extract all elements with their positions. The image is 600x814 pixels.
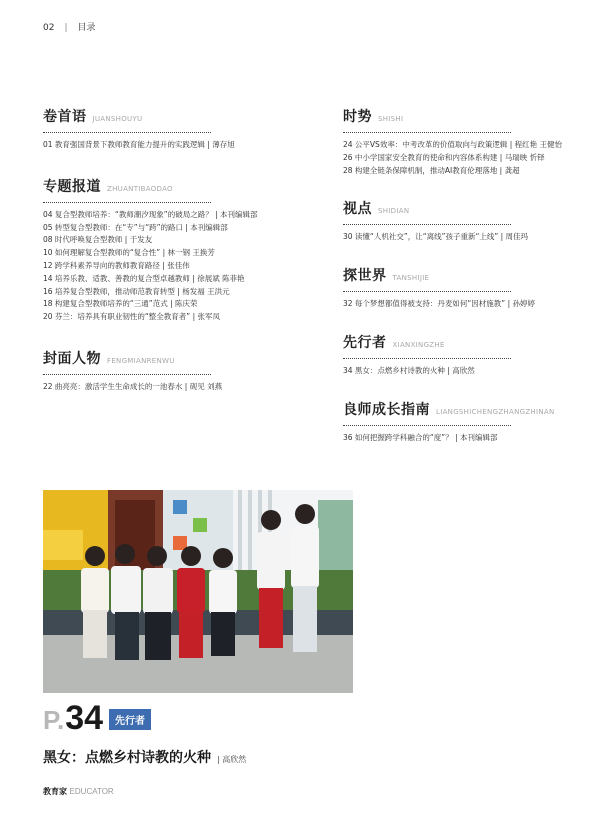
section-xianxingzhe bbox=[343, 332, 573, 378]
section-title-en: ZHUANTIBAODAO bbox=[107, 184, 173, 193]
section-title: 时势 bbox=[343, 109, 372, 125]
section-zhuantibaodao bbox=[43, 176, 293, 324]
section-title-en: XIANXINGZHE bbox=[392, 340, 445, 349]
section-divider bbox=[43, 132, 211, 133]
toc-left-column bbox=[43, 106, 293, 394]
section-divider bbox=[343, 224, 511, 225]
section-title: 先行者 bbox=[343, 334, 387, 351]
section-title: 探世界 bbox=[343, 268, 387, 285]
section-liangshi bbox=[343, 399, 573, 445]
section-title-en: SHISHI bbox=[378, 115, 404, 123]
feature-title[interactable]: 黑女：点燃乡村诗教的火种 bbox=[43, 750, 211, 766]
section-title: 良师成长指南 bbox=[343, 401, 430, 418]
column-badge: 先行者 bbox=[109, 709, 151, 730]
toc-entry[interactable]: 01 教育强国背景下教师教育能力提升的实践逻辑 | 薄存旭 bbox=[43, 140, 235, 149]
feature-page-number: 34 bbox=[65, 699, 104, 737]
section-divider bbox=[343, 291, 511, 292]
section-divider bbox=[43, 374, 211, 375]
toc-entry[interactable]: 05 转型复合型教师：在“专”与“跨”的路口 | 本刊编辑部 bbox=[43, 222, 228, 232]
toc-entry[interactable]: 20 芬兰：培养具有职业韧性的“整全教育者” | 张军凤 bbox=[43, 312, 220, 322]
section-title-en: FENGMIANRENWU bbox=[107, 356, 175, 365]
toc-entry[interactable]: 10 如何理解复合型教师的“复合性” | 林一钢 王换芳 bbox=[43, 248, 215, 258]
toc-entry[interactable]: 14 培养乐教、适教、善教的复合型卓越教师 | 徐展斌 陈菲艳 bbox=[43, 273, 245, 283]
toc-entry[interactable]: 12 跨学科素养导向的教师教育路径 | 张佳伟 bbox=[43, 260, 190, 270]
toc-entry[interactable]: 22 曲亮亮：激活学生生命成长的一池春水 | 砚见 刘燕 bbox=[43, 381, 223, 391]
feature-author: | 高欣然 bbox=[217, 755, 247, 764]
section-divider bbox=[343, 425, 511, 426]
section-title-en: JUANSHOUYU bbox=[92, 115, 143, 123]
toc-right-column bbox=[343, 106, 573, 445]
toc-entry[interactable]: 16 培养复合型教师，推动师范教育转型 | 杨发福 王洪元 bbox=[43, 286, 230, 296]
section-shishi bbox=[343, 106, 573, 177]
toc-entry[interactable]: 24 公平VS效率：中考改革的价值取向与政策逻辑 | 程红艳 王健怡 bbox=[343, 140, 562, 149]
magazine-brand: 教育家 bbox=[43, 787, 67, 796]
section-title: 卷首语 bbox=[43, 109, 87, 125]
section-divider bbox=[43, 202, 211, 203]
feature-title-line bbox=[43, 747, 246, 767]
section-title-en: LIANGSHICHENGZHANGZHINAN bbox=[436, 407, 555, 416]
page-footer bbox=[43, 786, 114, 797]
section-fengmianrenwu bbox=[43, 348, 293, 394]
section-divider bbox=[343, 132, 511, 133]
toc-entry[interactable]: 34 黑女：点燃乡村诗教的火种 | 高欣然 bbox=[343, 365, 475, 375]
section-shidian bbox=[343, 198, 573, 244]
toc-entry[interactable]: 28 构建全链条保障机制，推动AI教育伦理落地 | 龚超 bbox=[343, 165, 520, 175]
section-title-en: SHIDIAN bbox=[378, 207, 410, 216]
toc-entry[interactable]: 04 复合型教师培养：“教师潮汐现象”的破局之路？ | 本刊编辑部 bbox=[43, 209, 258, 219]
toc-entry[interactable]: 08 时代呼唤复合型教师 | 于发友 bbox=[43, 235, 153, 245]
header-title: 目录 bbox=[77, 23, 96, 33]
section-title: 视点 bbox=[343, 201, 372, 218]
toc-entry[interactable]: 18 构建复合型教师培养的“三通”范式 | 陈庆荣 bbox=[43, 299, 198, 309]
section-title: 封面人物 bbox=[43, 350, 101, 367]
section-title: 专题报道 bbox=[43, 178, 101, 195]
header-separator: | bbox=[64, 23, 68, 33]
page-header bbox=[43, 20, 96, 33]
section-title-en: TANSHIJIE bbox=[392, 274, 430, 283]
toc-entry[interactable]: 30 读懂“人机社交”，让“离线”孩子重新“上线” | 周佳玛 bbox=[343, 232, 529, 242]
page-prefix: P. bbox=[43, 705, 65, 735]
section-tanshijie bbox=[343, 265, 573, 311]
toc-entry[interactable]: 32 每个梦想都值得被支持：丹麦如何“因材施教” | 孙婷婷 bbox=[343, 299, 535, 309]
toc-entry[interactable]: 36 如何把握跨学科融合的“度”？ | 本刊编辑部 bbox=[343, 432, 498, 442]
page-number: 02 bbox=[43, 23, 55, 33]
feature-page-label bbox=[43, 699, 151, 737]
cover-photo bbox=[43, 490, 353, 693]
magazine-brand-en: EDUCATOR bbox=[69, 787, 114, 796]
section-juanshouyu bbox=[43, 106, 293, 152]
section-divider bbox=[343, 358, 511, 359]
photo-illustration bbox=[43, 490, 353, 693]
toc-entry[interactable]: 26 中小学国家安全教育的使命和内容体系构建 | 马瑞映 忻铎 bbox=[343, 152, 545, 162]
